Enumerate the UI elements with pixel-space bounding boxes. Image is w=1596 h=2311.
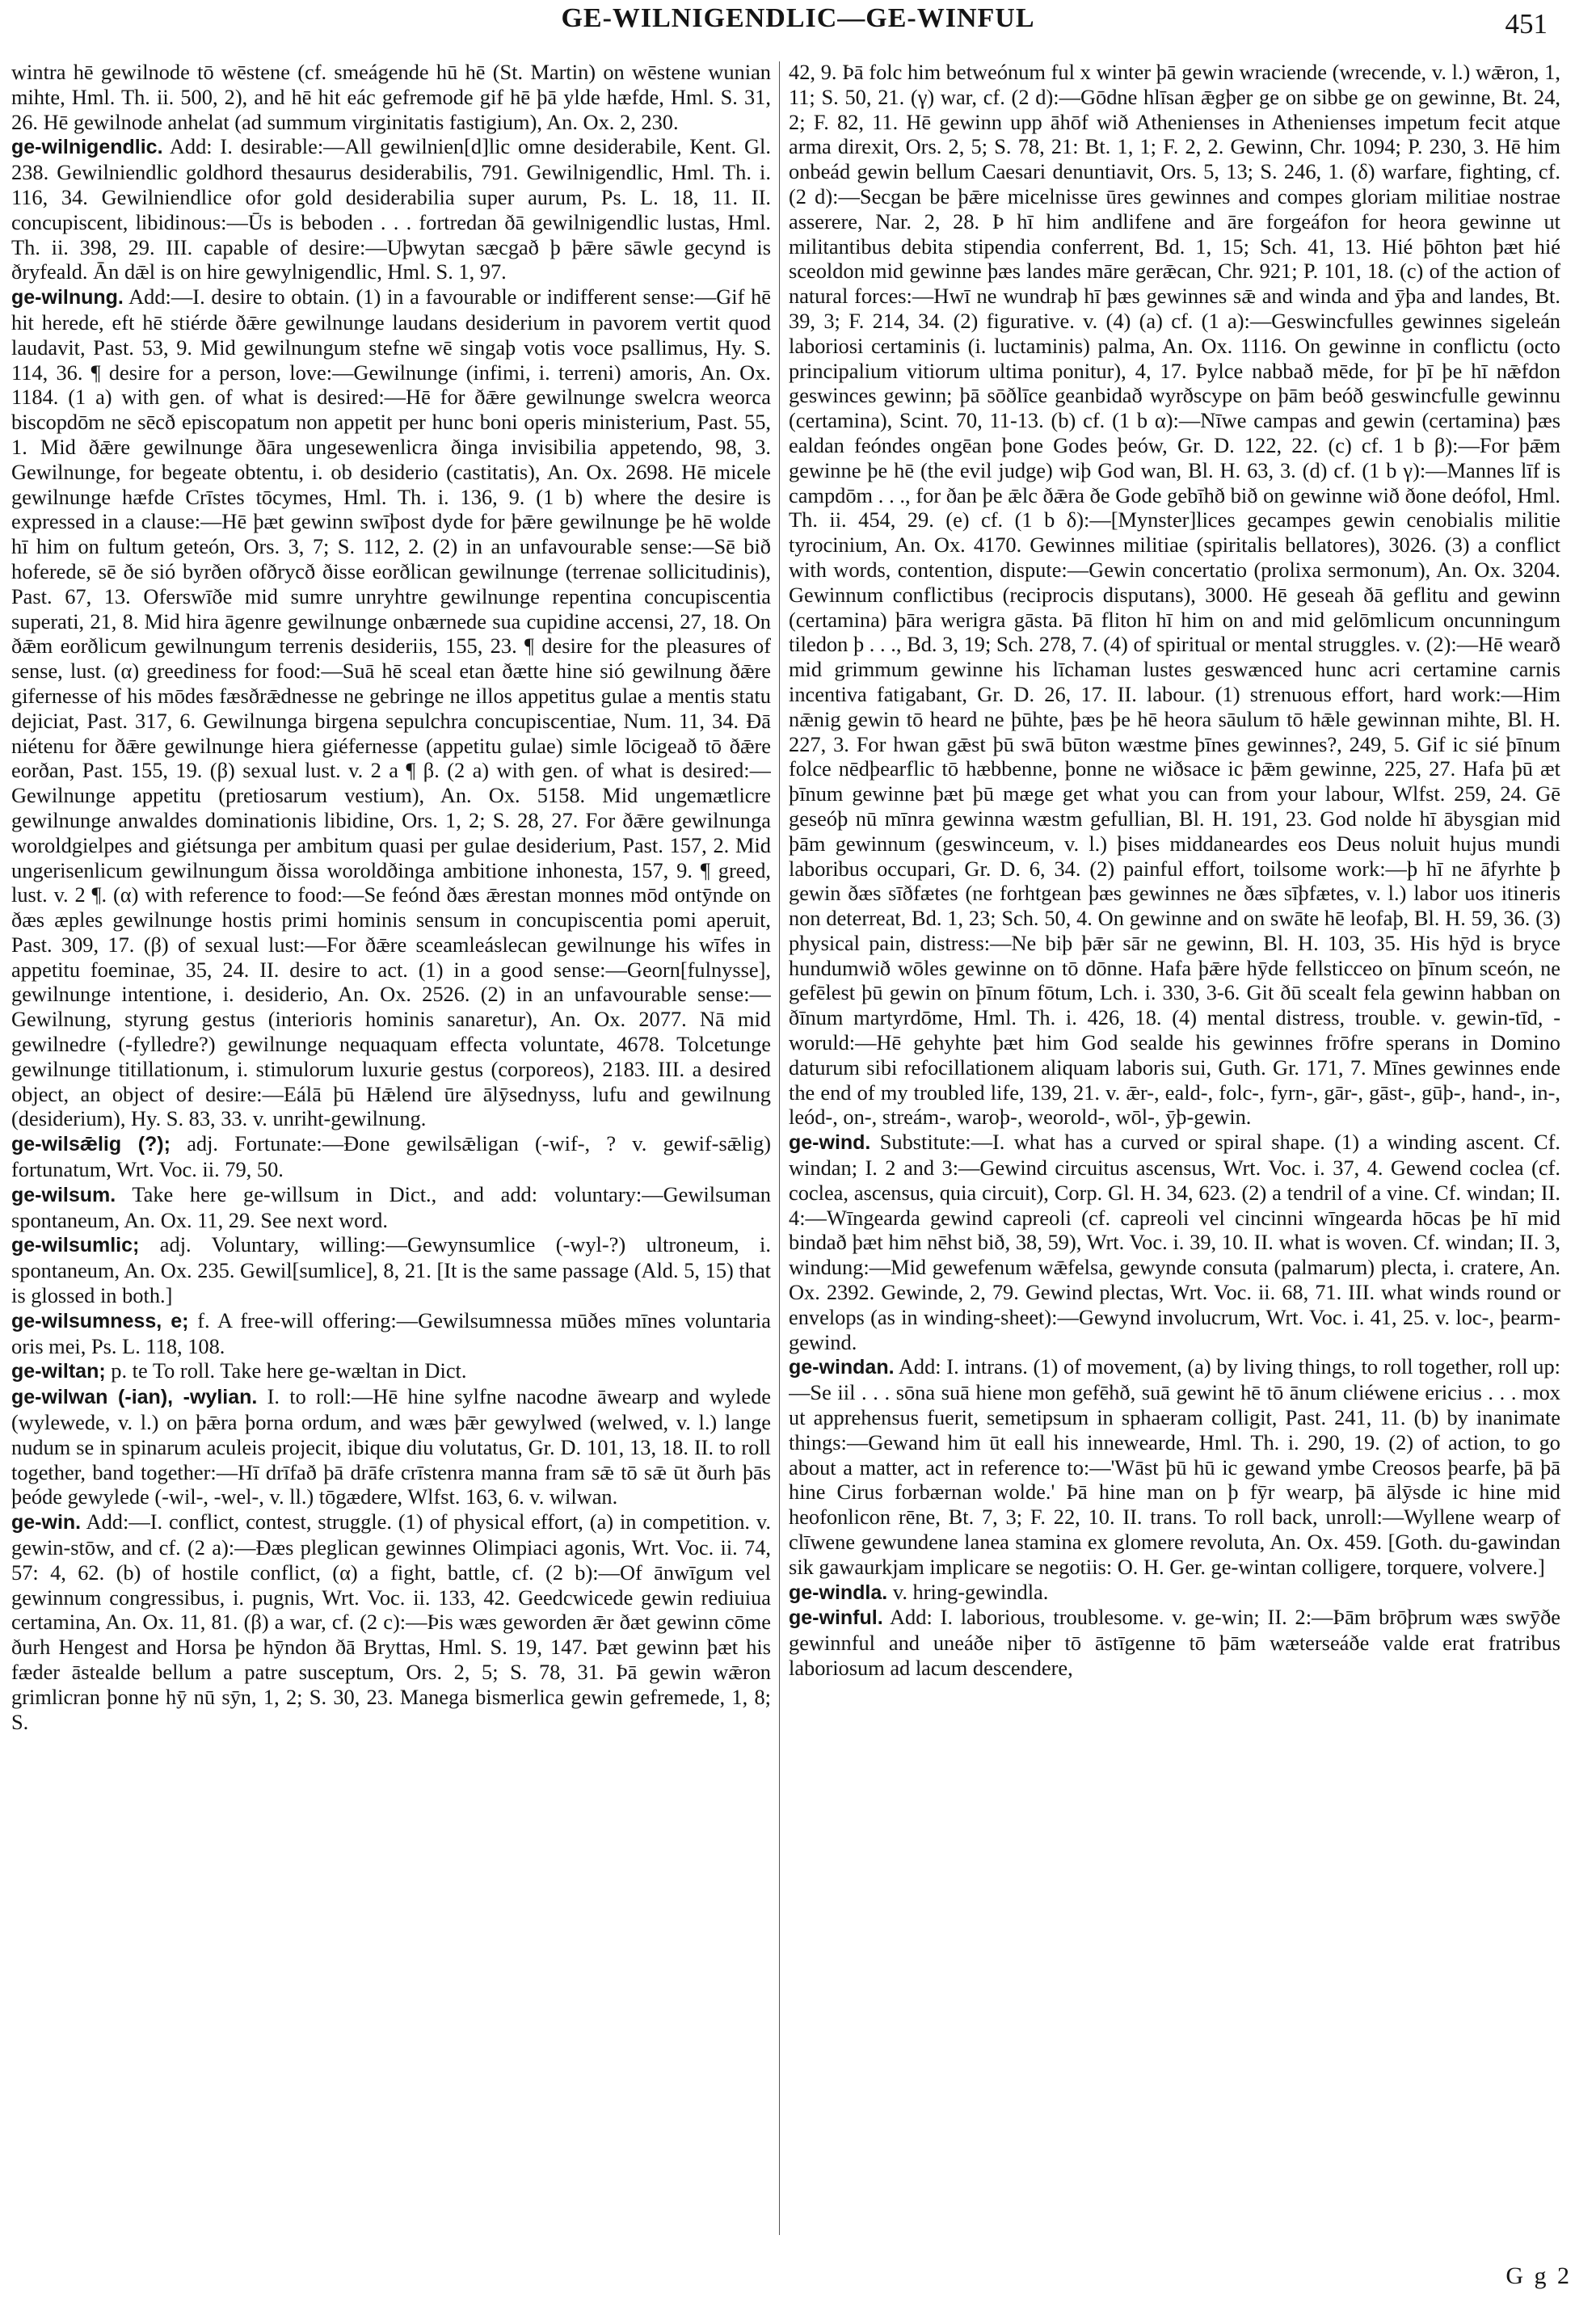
- entry-body: adj. Voluntary, willing:—Gewynsumlice (-wyl-?) ultroneum, i. spontaneum, An. Ox. 235. Gewil[sumlice], 8, 21. [It is the same passage (Ald. 5, 15) that is glossed in both.]: [11, 1232, 771, 1308]
- dictionary-entry: [11, 1384, 771, 1509]
- dictionary-entry: [11, 134, 771, 284]
- running-head: GE-WILNIGENDLIC—GE-WINFUL: [561, 3, 1035, 33]
- left-column: [11, 60, 771, 2242]
- entry-body: Add:—I. conflict, contest, struggle. (1) of physical effort, (a) in competition. v. gewin-stōw, and cf. (2 a):—Ðæs pleglican gewinnes Olimpiaci agonis, Wrt. Voc. ii. 74, 57: 4, 62. (b) of hostile conflict, (α) a fight, battle, cf. (2 b):—Of ānwīgum vel gewinnum congressibus, i. pugnis, Wrt. Voc. ii. 133, 42. Geedcwicede gewin rediuiua certamina, An. Ox. 11, 81. (β) a war, cf. (2 c):—Þis wæs geworden ǣr ðæt gewinn cōme ðurh Hengest and Horsa þe hȳndon ðā Bryttas, Hml. S. 19, 147. Þæt gewinn þæt his fæder āstealde bellum a patre susceptum, Ors. 2, 5; S. 78, 31. Þā gewin wǣron grimlicran þonne hȳ nū sȳn, 1, 2; S. 30, 23. Manega bismerlica gewin gefremede, 1, 8; S.: [11, 1509, 771, 1734]
- right-column: [789, 60, 1560, 2242]
- entry-body: adj. Fortunate:—Ðone gewilsǣligan (-wif-, ? v. gewif-sǣlig) fortunatum, Wrt. Voc. ii. 79, 50.: [11, 1131, 771, 1182]
- entry-headword: ge-wilsum.: [11, 1183, 116, 1206]
- dictionary-entry: [11, 60, 771, 134]
- entry-body: f. A free-will offering:—Gewilsumnessa mūðes mīnes voluntaria oris mei, Ps. L. 118, 108.: [11, 1307, 771, 1358]
- entry-headword: ge-wilsumlic;: [11, 1234, 140, 1257]
- dictionary-entry: [789, 1605, 1560, 1680]
- entry-body: Take here ge-willsum in Dict., and add: voluntary:—Gewilsuman spontaneum, An. Ox. 11, 29. See next word.: [11, 1181, 771, 1232]
- page-number: 451: [1505, 8, 1548, 40]
- entry-headword: ge-wilnung.: [11, 286, 124, 309]
- entry-headword: ge-wiltan;: [11, 1360, 106, 1383]
- entry-headword: ge-wilsumness, e;: [11, 1309, 189, 1332]
- entry-headword: ge-wind.: [789, 1131, 871, 1155]
- entry-headword: ge-windan.: [789, 1356, 895, 1379]
- entry-headword: ge-wilnigendlic.: [11, 136, 163, 159]
- dictionary-entry: [11, 1182, 771, 1233]
- entry-headword: ge-winful.: [789, 1606, 883, 1630]
- dictionary-entry: [789, 1354, 1560, 1579]
- dictionary-entry: [789, 60, 1560, 1130]
- entry-body: p. te To roll. Take here ge-wæltan in Dict.: [111, 1358, 467, 1383]
- entry-body: v. hring-gewindla.: [892, 1579, 1049, 1604]
- entry-body: Substitute:—I. what has a curved or spiral shape. (1) a winding ascent. Cf. windan; I. 2 and 3:—Gewind circuitus ascensus, Wrt. Voc. i. 37, 4. Gewend coclea (cf. coclea, ascensus, quia circuit), Corp. Gl. H. 34, 623. (2) a tendril of a vine. Cf. windan; II. 4:—Wīngearda gewind capreoli (cf. capreoli vel cincinni wīngearda hōcas þe hī mid bindað þæt him nēhst bið, 38, 59), Wrt. Voc. i. 39, 10. II. what is woven. Cf. windan; II. 3, windung:—Mid gewefenum wǣfelsa, gewynde consuta (palmarum) plecta, i. cratere, An. Ox. 2392. Gewinde, 2, 79. Gewind plectas, Wrt. Voc. ii. 68, 71. III. what winds round or envelops (as in winding-sheet):—Gewynd involucrum, Wrt. Voc. i. 41, 25. v. loc-, þearm-gewind.: [789, 1130, 1560, 1354]
- signature-mark: G g 2: [1505, 2263, 1572, 2289]
- column-divider: [779, 61, 780, 2235]
- entry-headword: ge-wilsǣlig (?);: [11, 1133, 171, 1156]
- entry-body: Add: I. intrans. (1) of movement, (a) by living things, to roll together, roll up:—Se iil . . . sōna suā hiene mon gefēhð, suā gewint hē tō ānum cliéwene ericius . . . mox ut apprehensus fuerit, semetipsum in sphaeram colligit, Past. 241, 11. (b) by inanimate things:—Gewand him ūt eall his innewearde, Hml. Th. i. 290, 19. (2) of action, to go about a matter, act in reference to:—'Wāst þū hū ic gewand ymbe Creosos þearfe, þā þā hine Cirus forbærnan wolde.' Þā hine man on þ fȳr wearp, þā ālȳsde ic hine mid heofonlicon rēne, Bt. 7, 3; F. 22, 10. II. trans. To roll back, unroll:—Wyllene wearp of clīwene gewundene lanea stamina ex glomere revoluta, An. Ox. 459. [Goth. du-gawindan sik gawaurkjam implicare se negotiis: O. H. Ger. ge-wintan colligere, torquere, volvere.]: [789, 1354, 1560, 1579]
- entry-body: 42, 9. Þā folc him betweónum ful x winter þā gewin wraciende (wrecende, v. l.) wǣron, 1, 11; S. 50, 21. (γ) war, cf. (2 d):—Gōdne hlīsan ǣgþer ge on sibbe ge on gewinne, Bt. 24, 2; F. 82, 11. Hē gewinn upp āhōf wið Athenienses in Athenienses impetum fecit atque arma direxit, Ors. 2, 5; S. 78, 21: Bt. 1, 1; F. 2, 2. Gewinn, Chr. 1094; P. 230, 3. Hē him onbeád gewin bellum Caesari denuntiavit, Ors. 5, 13; S. 246, 1. (δ) warfare, fighting, cf. (2 d):—Secgan be þǣre micelnisse ūres gewinnes and compes gloriam militiae nostrae asserere, Nar. 2, 28. Þ hī him andlifene and āre forgeáfon for heora gewinne ut militantibus debita stipendia conferrent, Bd. 1, 15; Sch. 41, 13. Hié þōhton þæt hié sceoldon mid gewinne þæs landes māre gerǣcan, Chr. 921; P. 101, 18. (c) of the action of natural forces:—Hwī ne wundraþ hī þæs gewinnes sǣ and winda and ȳþa and landes, Bt. 39, 3; F. 214, 34. (2) figurative. v. (4) (a) cf. (1 a):—Geswincfulles gewinnes sigeleán laboriosi certaminis (i. luctaminis) palma, An. Ox. 1116. On gewinne in conflictu (octo principalium vitiorum ultima ponitur), 4, 17. Þylce nabbað mēde, for þī þe hī nǣfdon geswinces gewinn; þā sōðlīce geanbidað wyrðscype on þām beóð geswincfulle gewinnu (certamina), Scint. 70, 11-13. (b) cf. (1 b α):—Nīwe campas and gewin (certamina) þæs ealdan feóndes ongēan þone Godes þeów, Gr. D. 122, 22. (c) cf. 1 b β):—For þǣm gewinne þe hē (the evil judge) wiþ God wan, Bl. H. 63, 3. (d) cf. (1 b γ):—Mannes līf is campdōm . . ., for ðan þe ǣlc ðǣra ðe Gode gebīhð bið on gewinne wið ðone deófol, Hml. Th. ii. 454, 29. (e) cf. (1 b δ):—[Mynster]lices gecampes gewin cenobialis militie tyrocinium, An. Ox. 4170. Gewinnes militiae (spiritalis bellatores), 3026. (3) a conflict with words, contention, dispute:—Gewin concertatio (prolixa sermonum), An. Ox. 3204. Gewinnum conflictibus (reciprocis disputans), 3000. Hē geseah ðā geflitu and gewinn (certamina) þāra werigra gāsta. Þā fliton hī him on and mid gelōmlicum oncunningum tiledon þ . . ., Bd. 3, 19; Sch. 278, 7. (4) of spiritual or mental struggles. v. (2):—Hē wearð mid grimmum gewinne his līchaman lustes geswænced hunc acri certamine carnis incentiva fatigabant, Gr. D. 26, 17. II. labour. (1) strenuous effort, hard work:—Him nǣnig gewin tō heard ne þūhte, þæs þe hē heora sāulum tō hǣle gewinnan mihte, Bl. H. 227, 3. For hwan gǣst þū swā būton wæstme þīnes gewinnes?, 249, 5. Gif ic sié þīnum folce nēdþearflic tō hæbbenne, þonne ne wiðsace ic þǣm gewinne, 225, 27. Hafa þū æt þīnum gewinne þæt þū mæge get what you can from your labour, Wlfst. 259, 24. Gē geseóþ nū mīnra gewinna wæstm gefullian, Bl. H. 191, 23. God nolde hī ābysgian mid þām gewinnum (geswinceum, v. l.) þises middaneardes eos Deus noluit hujus mundi laboribus occupari, Gr. D. 6, 34. (2) painful effort, toilsome work:—þ hī ne āfyrhte þ gewin ðæs sīðfætes (ne forhtgean þæs gewinnes ne ðæs sīþfætes, v. l.) labor uos itineris non deterreat, Bd. 1, 23; Sch. 50, 4. On gewinne and on swāte hē leofaþ, Bl. H. 59, 36. (3) physical pain, distress:—Ne biþ þǣr sār ne gewinn, Bl. H. 103, 35. His hȳd is bryce hundumwið wōles gewinne on tō dōnne. Hafa þǣre hȳde fellsticceo on þīnum sceón, ne gefēlest þū gewin on þīnum fōtum, Lch. i. 330, 3-6. Git ðū scealt fela gewinn habban on ðīnum martyrdōme, Hml. Th. i. 426, 18. (4) mental distress, trouble. v. gewin-tīd, -woruld:—Hē gehyhte þæt him God sealde his gewinnes frōfre sperans in Domino daturum sibi refocillationem aliquam laboris sui, Guth. Gr. 171, 7. Mīnes gewinnes ende the end of my troubled life, 139, 21. v. ǣr-, eald-, folc-, fyrn-, gār-, gāst-, gūþ-, hand-, in-, leód-, on-, streám-, waroþ-, weorold-, wōl-, ȳþ-gewin.: [789, 60, 1560, 1130]
- entry-headword: ge-wilwan (-ian), -wylian.: [11, 1386, 258, 1409]
- dictionary-entry: [11, 1232, 771, 1307]
- entry-body: Add: I. desirable:—All gewilnien[d]lic omne desiderabile, Kent. Gl. 238. Gewilniendlic goldhord thesaurus desiderabilis, 791. Gewilnigendlic, Hml. Th. i. 116, 34. Gewilniendlice ofor gold desiderabilia super aurum, Ps. L. 18, 11. II. concupiscent, libidinous:—Ūs is beboden . . . fortredan ðā gewilnigendlic lustas, Hml. Th. ii. 398, 29. III. capable of desire:—Uþwytan sæcgað þ þǣre sāwle gecynd is ðryfeald. Ān dǣl is on hire gewylnigendlic, Hml. S. 1, 97.: [11, 134, 771, 284]
- entry-body: Add: I. laborious, troublesome. v. ge-win; II. 2:—Þām brōþrum wæs swȳðe gewinnful and uneáðe niþer tō āstīgenne tō þām wæterseáðe valde erat fratribus laboriosum ad lacum descendere,: [789, 1605, 1560, 1680]
- entry-headword: ge-win.: [11, 1511, 82, 1534]
- dictionary-entry: [11, 284, 771, 1131]
- entry-body: Add:—I. desire to obtain. (1) in a favourable or indifferent sense:—Gif hē hit herede, eft hē stiérde ðǣre gewilnunge laudans desiderium in pavorem vertit quod laudavit, Past. 53, 9. Mid gewilnungum stefne wē singaþ votis voce psallimus, Hy. S. 114, 36. ¶ desire for a person, love:—Gewilnunge (infimi, i. terreni) amoris, An. Ox. 1184. (1 a) with gen. of what is desired:—Hē for ðǣre gewilnunge swelcra weorca biscopdōm ne sēcð episcopatum non appetit per hunc boni operis ministerium, Past. 55, 1. Mid ðǣre gewilnunge ðāra ungesewenlicra ðinga invisibilia appetendo, 98, 3. Gewilnunge, for begeate obtentu, i. ob desiderio (castitatis), An. Ox. 2698. Hē micele gewilnunge hæfde Crīstes tōcymes, Hml. Th. i. 136, 9. (1 b) where the desire is expressed in a clause:—Hē þæt gewinn swīþost dyde for þǣre gewilnunge þe hē wolde hī him on fultum geteón, Ors. 3, 7; S. 112, 2. (2) in an unfavourable sense:—Sē bið hoferede, sē ðe sió byrðen ofðrycð ðisse eorðlican gewilnunge (terrenae sollicitudinis), Past. 67, 13. Oferswīðe mid sumre unryhtre gewilnunge repentina concupiscentia superati, 21, 8. Mid hira āgenre gewilnunge onbærnede sua cupidine accensi, 27, 18. On ðǣm eorðlicum gewilnungum terrenis desideriis, 155, 23. ¶ desire for the pleasures of sense, lust. (α) greediness for food:—Suā hē sceal etan ðætte hine sió gewilnung ðǣre gifernesse of his mōdes fæsðrǣdnesse ne gebringe ne illos appetitus gulae a mentis statu dejiciat, Past. 317, 6. Gewilnunga birgena sepulchra concupiscentiae, Num. 11, 34. Ðā niétenu for ðǣre gewilnunge hiera giéfernesse (appetitu gulae) simle lōcigeað tō ðǣre eorðan, Past. 155, 19. (β) sexual lust. v. 2 a ¶ β. (2 a) with gen. of what is desired:—Gewilnunge appetitu (pretiosarum vestium), An. Ox. 5158. Mid ungemætlicre gewilnunge anwaldes dominationis libidine, Ors. 1, 2; S. 28, 27. For ðǣre gewilnunga woroldgielpes and giétsunga per ambitum quasi per gulae desiderium, Past. 157, 2. Mid ungerisenlicum gewilnungum ðissa woroldðinga ambitione inhonesta, 157, 9. ¶ greed, lust. v. 2 ¶. (α) with reference to food:—Se feónd ðæs ǣrestan monnes mōd ontȳnde on ðæs æples gewilnunge hostis primi hominis sensum in concupiscentia pomi aperuit, Past. 309, 17. (β) of sexual lust:—For ðǣre sceamleáslecan gewilnunge his wīfes in appetitu foeminae, 35, 24. II. desire to act. (1) in a good sense:—Georn[fulnysse], gewilnunge intentione, i. desiderio, An. Ox. 2526. (2) in an unfavourable sense:—Gewilnung, styrung gestus (interioris hominis sanaretur), An. Ox. 2077. Nā mid gewilnedre (-fylledre?) gewilnunge nequaquam effecta voluntate, 4678. Tolcetunge gewilnunge titillationum, i. stimulorum luxurie gestus (corporeos), 2183. III. a desired object, an object of desire:—Eálā þū Hǣlend ūre ālȳsednyss, lufu and gewilnung (desiderium), Hy. S. 83, 33. v. unriht-gewilnung.: [11, 284, 771, 1131]
- dictionary-entry: [789, 1580, 1560, 1606]
- dictionary-entry: [11, 1509, 771, 1734]
- entry-headword: ge-windla.: [789, 1581, 888, 1604]
- dictionary-entry: [11, 1358, 771, 1384]
- entry-body: wintra hē gewilnode tō wēstene (cf. smeágende hū hē (St. Martin) on wēstene wunian mihte, Hml. Th. ii. 500, 2), and hē hit eác gefremode gif hē þā ylde hæfde, Hml. S. 31, 26. Hē gewilnode anhelat (ad summum virginitatis fastigium), An. Ox. 2, 230.: [11, 60, 771, 134]
- entry-body: I. to roll:—Hē hine sylfne nacodne āwearp and wylede (wylewede, v. l.) on þǣra þorna ordum, and wæs þǣr gewylwed (welwed, v. l.) lange nudum se in spinarum aculeis projecit, ibique diu volutatus, Gr. D. 101, 13, 18. II. to roll together, band together:—Hī drīfað þā drāfe crīstenra manna fram sǣ tō sǣ ūt ðurh þās þeóde gewylede (-wil-, -wel-, v. ll.) tōgædere, Wlfst. 163, 6. v. wilwan.: [11, 1384, 771, 1509]
- dictionary-entry: [11, 1308, 771, 1359]
- dictionary-entry: [789, 1130, 1560, 1354]
- dictionary-entry: [11, 1131, 771, 1182]
